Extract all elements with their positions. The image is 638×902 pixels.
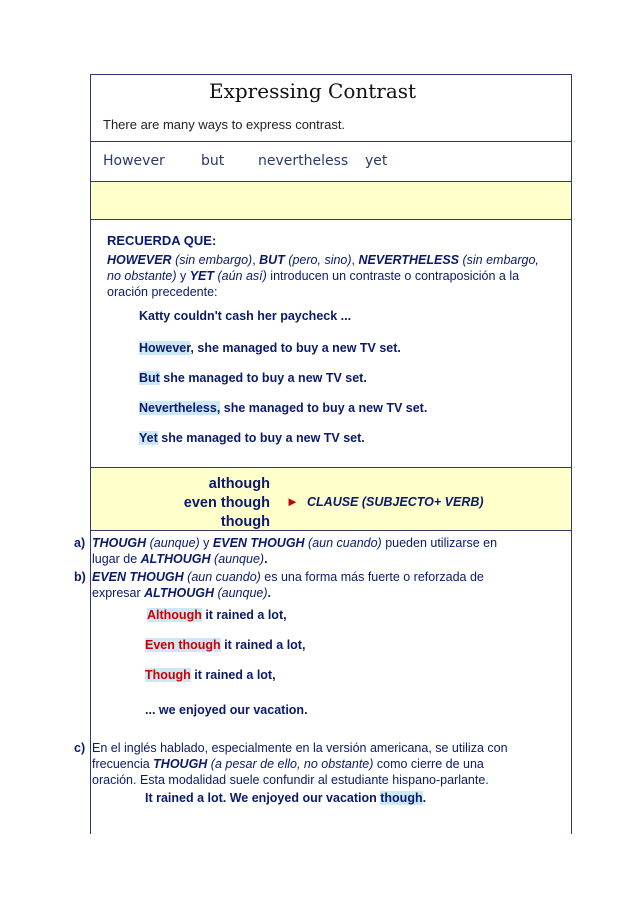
highlight-word: Although (147, 608, 202, 622)
note-c-line3: oración. Esta modalidad suele confundir al estudiante hispano-parlante. (92, 773, 489, 787)
example-however: However, she managed to buy a new TV set. (139, 341, 401, 355)
example-yet: Yet she managed to buy a new TV set. (139, 431, 365, 445)
highlight-band (91, 182, 571, 219)
note-b-mark: b) (74, 570, 86, 584)
divider (91, 530, 571, 531)
clause-formula: CLAUSE (SUBJECTO+ VERB) (307, 495, 484, 509)
note-b-line2: expresar ALTHOUGH (aunque). (92, 586, 272, 600)
highlight-word: Yet (139, 431, 158, 445)
highlight-word: Though (145, 668, 191, 682)
note-a-line1: THOUGH (aunque) y EVEN THOUGH (aun cuando) pueden utilizarse en (92, 536, 498, 550)
note-c-mark: c) (74, 741, 86, 755)
example-although: Although it rained a lot, (147, 608, 287, 622)
intro-text: There are many ways to express contrast. (103, 117, 346, 132)
example-lead: Katty couldn't cash her paycheck ... (139, 309, 352, 323)
recuerda-label: RECUERDA QUE: (107, 233, 217, 248)
example-but: But she managed to buy a new TV set. (139, 371, 367, 385)
example-though: Though it rained a lot, (145, 668, 276, 682)
example-even-though: Even though it rained a lot, (145, 638, 306, 652)
conj-even-though: even though (183, 495, 270, 511)
note-a-mark: a) (74, 536, 86, 550)
highlight-word: though (380, 791, 423, 805)
arrow-icon: ► (286, 494, 299, 509)
word-however: However (103, 153, 165, 169)
word-but: but (201, 153, 225, 169)
conj-though: though (220, 514, 270, 530)
divider (91, 219, 571, 220)
conj-although: although (208, 476, 270, 492)
word-nevertheless: nevertheless (258, 153, 349, 169)
example-nevertheless: Nevertheless, she managed to buy a new TV set. (139, 401, 428, 415)
note-b-line1: EVEN THOUGH (aun cuando) es una forma más fuerte o reforzada de (92, 570, 484, 584)
highlight-word: However (139, 341, 191, 355)
recuerda-paragraph-line3: oración precedente: (107, 285, 218, 299)
divider (91, 141, 571, 142)
recuerda-paragraph-line1: HOWEVER (sin embargo), BUT (pero, sino), NEVERTHELESS (sin embargo, (107, 253, 539, 267)
conjunction-list (131, 475, 270, 532)
page-title: Expressing Contrast (209, 79, 417, 103)
recuerda-paragraph-line2: no obstante) y YET (aún así) introducen un contraste o contraposición a la (107, 269, 520, 283)
word-yet: yet (365, 153, 388, 169)
note-c-line1: En el inglés hablado, especialmente en la versión americana, se utiliza con (92, 741, 508, 755)
note-a-line2: lugar de ALTHOUGH (aunque). (92, 552, 268, 566)
note-c-line2: frecuencia THOUGH (a pesar de ello, no obstante) como cierre de una (92, 757, 484, 771)
highlight-word: Even though (145, 638, 221, 652)
worksheet-frame (74, 74, 572, 834)
highlight-word: But (139, 371, 160, 385)
example-conclusion: ... we enjoyed our vacation. (145, 703, 308, 717)
highlight-word: Nevertheless, (139, 401, 221, 415)
example-final-though: It rained a lot. We enjoyed our vacation though. (145, 791, 427, 805)
